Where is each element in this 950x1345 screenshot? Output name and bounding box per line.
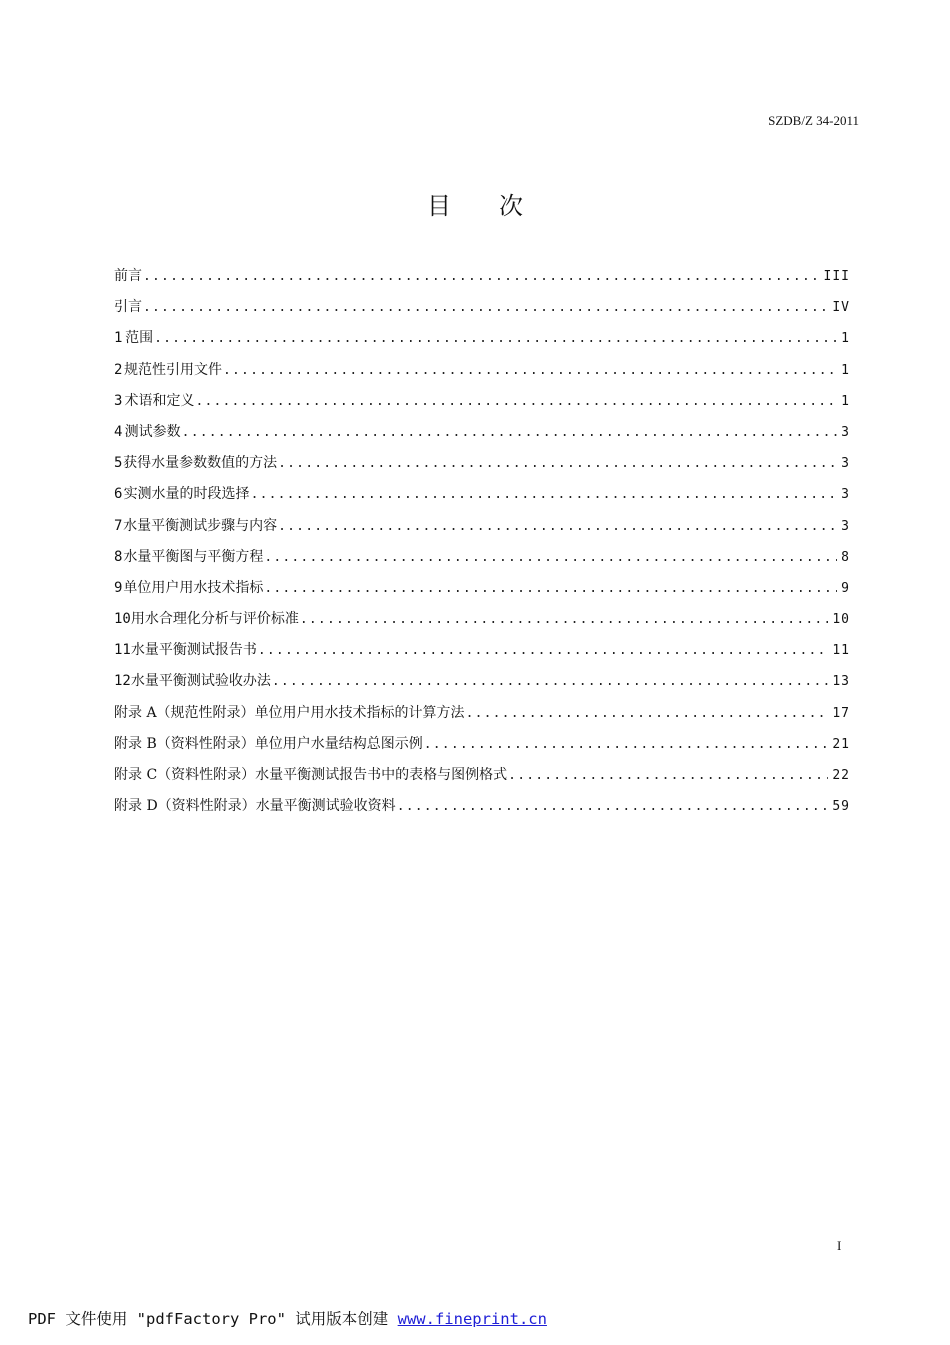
toc-entry-label: 引言 — [114, 299, 142, 316]
toc-leader-dots — [143, 269, 820, 284]
toc-entry-page: 10 — [832, 612, 850, 628]
toc-entry-label: 水量平衡测试验收资料 — [255, 798, 396, 815]
toc-entry-page: III — [823, 269, 850, 284]
toc-leader-dots — [278, 456, 837, 471]
toc-entry-foreword[interactable] — [114, 265, 850, 296]
toc-entry-6[interactable] — [114, 483, 850, 514]
toc-entry-page: 3 — [841, 487, 850, 503]
toc-leader-dots — [251, 487, 838, 502]
toc-entry-number: 1 — [114, 330, 123, 347]
toc-leader-dots — [264, 581, 837, 596]
toc-entry-appendix-a[interactable] — [114, 702, 850, 733]
toc-leader-dots — [264, 550, 837, 565]
toc-entry-page: 3 — [841, 456, 850, 472]
toc-entry-9[interactable] — [114, 577, 850, 608]
toc-entry-label: 水量平衡测试验收办法 — [130, 673, 271, 690]
toc-entry-label: 单位用户用水技术指标 — [123, 579, 264, 596]
toc-title-char-1: 目 — [427, 192, 451, 220]
toc-entry-page: 11 — [832, 643, 850, 659]
toc-entry-page: IV — [832, 300, 850, 316]
toc-entry-number: 4 — [114, 423, 123, 440]
toc-leader-dots — [508, 768, 828, 783]
toc-leader-dots — [424, 737, 829, 752]
toc-entry-label: 单位用户用水技术指标的计算方法 — [254, 704, 465, 721]
toc-leader-dots — [258, 643, 828, 658]
toc-entry-number: 7 — [114, 517, 123, 534]
toc-entry-number: 11 — [114, 642, 131, 659]
toc-entry-page: 3 — [841, 518, 850, 534]
toc-entry-page: 17 — [832, 705, 850, 721]
toc-entry-page: 21 — [832, 736, 850, 752]
toc-entry-label: 范围 — [125, 330, 154, 347]
toc-entry-label: 实测水量的时段选择 — [123, 486, 250, 503]
toc-entry-page: 13 — [832, 674, 850, 690]
toc-entry-label: 规范性引用文件 — [124, 361, 222, 378]
pdf-footer — [28, 1307, 547, 1329]
footer-text: PDF 文件使用 "pdfFactory Pro" 试用版本创建 — [28, 1310, 398, 1328]
toc-entry-page: 1 — [841, 393, 850, 409]
toc-entry-2[interactable] — [114, 359, 850, 390]
toc-entry-label: 水量平衡图与平衡方程 — [123, 548, 264, 565]
toc-entry-number: 2 — [114, 361, 123, 378]
toc-entry-label: 用水合理化分析与评价标准 — [130, 611, 299, 628]
toc-appendix-prefix: 附录 A（规范性附录） — [114, 704, 255, 721]
toc-appendix-prefix: 附录 B（资料性附录） — [114, 735, 255, 752]
toc-entry-8[interactable] — [114, 546, 850, 577]
toc-entry-page: 8 — [841, 549, 850, 565]
toc-entry-label: 单位用户水量结构总图示例 — [254, 735, 423, 752]
toc-entry-7[interactable] — [114, 515, 850, 546]
toc-entry-3[interactable] — [114, 390, 850, 421]
toc-entry-label: 获得水量参数数值的方法 — [123, 455, 278, 472]
toc-entry-number: 8 — [114, 548, 123, 565]
toc-entry-label: 前言 — [114, 268, 142, 284]
toc-leader-dots — [272, 674, 828, 689]
toc-entry-10[interactable] — [114, 608, 850, 639]
toc-entry-number: 6 — [114, 486, 123, 503]
toc-entry-label: 水量平衡测试报告书 — [130, 642, 257, 659]
toc-entry-appendix-d[interactable] — [114, 795, 850, 826]
toc-entry-4[interactable] — [114, 421, 850, 452]
toc-leader-dots — [154, 331, 837, 346]
toc-entry-page: 22 — [832, 768, 850, 783]
toc-leader-dots — [223, 363, 837, 378]
toc-leader-dots — [278, 519, 837, 534]
toc-entry-page: 1 — [841, 362, 850, 378]
toc-entry-number: 5 — [114, 455, 123, 472]
toc-entry-number: 10 — [114, 611, 131, 628]
toc-entry-label: 术语和定义 — [124, 392, 195, 409]
toc-entry-1[interactable] — [114, 327, 850, 358]
table-of-contents — [114, 265, 850, 826]
toc-entry-number: 9 — [114, 579, 123, 596]
toc-entry-label: 水量平衡测试步骤与内容 — [123, 517, 278, 534]
toc-leader-dots — [195, 394, 837, 409]
toc-entry-11[interactable] — [114, 639, 850, 670]
toc-title-char-2: 次 — [499, 192, 523, 220]
toc-entry-page: 1 — [841, 331, 850, 347]
toc-leader-dots — [182, 425, 838, 440]
toc-leader-dots — [397, 799, 829, 814]
document-code: SZDB/Z 34-2011 — [768, 113, 859, 128]
page-number: I — [837, 1238, 842, 1253]
toc-title — [0, 186, 950, 221]
toc-entry-page: 3 — [841, 424, 850, 440]
footer-link[interactable]: www.fineprint.cn — [397, 1310, 547, 1328]
toc-entry-number: 3 — [114, 392, 123, 409]
toc-entry-5[interactable] — [114, 452, 850, 483]
toc-entry-appendix-b[interactable] — [114, 733, 850, 764]
toc-leader-dots — [143, 300, 828, 315]
toc-leader-dots — [466, 706, 829, 721]
toc-entry-page: 59 — [832, 799, 850, 815]
toc-entry-number: 12 — [114, 673, 131, 690]
toc-entry-12[interactable] — [114, 670, 850, 701]
toc-appendix-prefix: 附录 D（资料性附录） — [114, 798, 256, 815]
toc-entry-introduction[interactable] — [114, 296, 850, 327]
toc-entry-label: 测试参数 — [124, 423, 181, 440]
toc-entry-label: 水量平衡测试报告书中的表格与图例格式 — [255, 767, 508, 783]
toc-entry-page: 9 — [841, 580, 850, 596]
toc-leader-dots — [300, 612, 828, 627]
toc-appendix-prefix: 附录 C（资料性附录） — [114, 767, 256, 783]
toc-entry-appendix-c[interactable] — [114, 764, 850, 795]
